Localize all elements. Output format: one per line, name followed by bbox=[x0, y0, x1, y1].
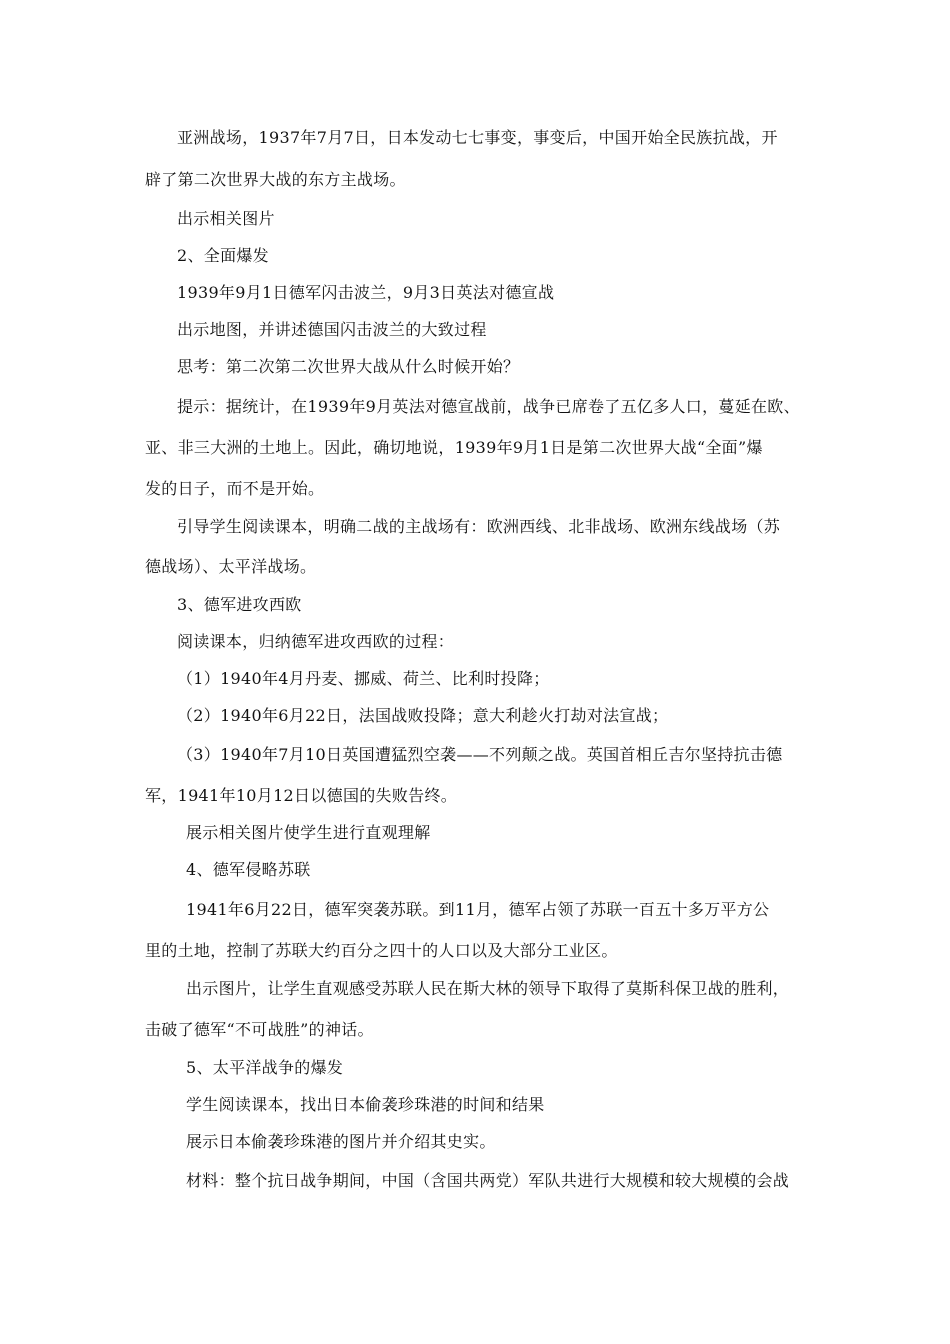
text-line: 里的土地，控制了苏联大约百分之四十的人口以及大部分工业区。 bbox=[145, 941, 618, 960]
text-line: 展示相关图片使学生进行直观理解 bbox=[186, 823, 431, 842]
text-line: 德战场）、太平洋战场。 bbox=[145, 557, 317, 576]
list-item: （3）1940年7月10日英国遭猛烈空袭——不列颠之战。英国首相丘吉尔坚持抗击德 bbox=[177, 745, 783, 764]
section-heading: 5、太平洋战争的爆发 bbox=[186, 1058, 344, 1077]
text-line: 出示图片，让学生直观感受苏联人民在斯大林的领导下取得了莫斯科保卫战的胜利， bbox=[186, 979, 790, 998]
text-line: 出示地图，并讲述德国闪击波兰的大致过程 bbox=[177, 320, 487, 339]
text-line: 思考：第二次第二次世界大战从什么时候开始？ bbox=[177, 357, 520, 376]
section-heading: 4、德军侵略苏联 bbox=[186, 860, 311, 879]
text-line: 材料：整个抗日战争期间，中国（含国共两党）军队共进行大规模和较大规模的会战 bbox=[186, 1171, 790, 1190]
text-line: 亚洲战场，1937年7月7日，日本发动七七事变，事变后，中国开始全民族抗战，开 bbox=[177, 128, 778, 147]
text-line: 1939年9月1日德军闪击波兰，9月3日英法对德宣战 bbox=[177, 283, 555, 302]
text-line: 提示：据统计，在1939年9月英法对德宣战前，战争已席卷了五亿多人口，蔓延在欧、 bbox=[177, 397, 800, 416]
text-line: 辟了第二次世界大战的东方主战场。 bbox=[145, 170, 406, 189]
text-line: 出示相关图片 bbox=[177, 209, 275, 228]
text-line: 亚、非三大洲的土地上。因此，确切地说，1939年9月1日是第二次世界大战“全面”爆 bbox=[145, 438, 763, 457]
text-line: 击破了德军“不可战胜”的神话。 bbox=[145, 1020, 374, 1039]
section-heading: 3、德军进攻西欧 bbox=[177, 595, 302, 614]
text-line: 发的日子，而不是开始。 bbox=[145, 479, 325, 498]
text-line: 阅读课本，归纳德军进攻西欧的过程： bbox=[177, 632, 455, 651]
text-line: 学生阅读课本，找出日本偷袭珍珠港的时间和结果 bbox=[186, 1095, 545, 1114]
text-line: 引导学生阅读课本，明确二战的主战场有：欧洲西线、北非战场、欧洲东线战场（苏 bbox=[177, 517, 781, 536]
section-heading: 2、全面爆发 bbox=[177, 246, 269, 265]
list-item: （2）1940年6月22日，法国战败投降；意大利趁火打劫对法宣战； bbox=[177, 706, 669, 725]
text-line: 军，1941年10月12日以德国的失败告终。 bbox=[145, 786, 458, 805]
text-line: 1941年6月22日，德军突袭苏联。到11月，德军占领了苏联一百五十多万平方公 bbox=[186, 900, 770, 919]
text-line: 展示日本偷袭珍珠港的图片并介绍其史实。 bbox=[186, 1132, 496, 1151]
list-item: （1）1940年4月丹麦、挪威、荷兰、比利时投降； bbox=[177, 669, 550, 688]
